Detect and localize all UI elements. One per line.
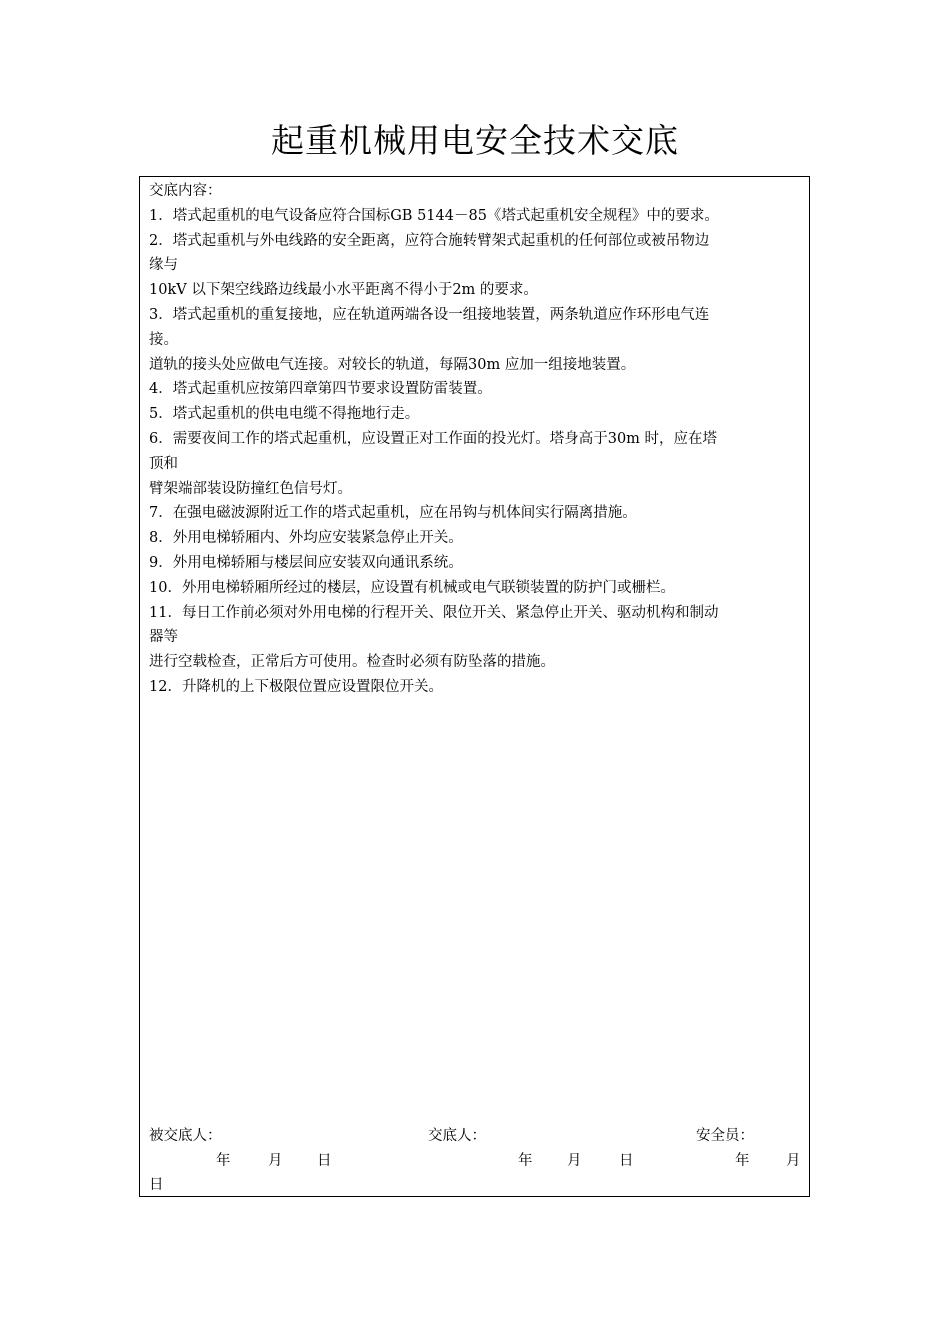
content-line: 臂架端部装设防撞红色信号灯。 bbox=[149, 480, 352, 497]
discloser-date-month: 月 bbox=[567, 1153, 582, 1169]
receiver-date-year: 年 bbox=[216, 1153, 231, 1169]
content-line: 1．塔式起重机的电气设备应符合国标GB 5144－85《塔式起重机安全规程》中的要求。 bbox=[149, 207, 719, 224]
content-line: 9．外用电梯轿厢与楼层间应安装双向通讯系统。 bbox=[149, 554, 463, 571]
safety-date-month: 月 bbox=[786, 1153, 801, 1169]
content-line: 接。 bbox=[149, 331, 178, 348]
content-line: 3．塔式起重机的重复接地，应在轨道两端各设一组接地装置，两条轨道应作环形电气连 bbox=[149, 306, 710, 323]
content-line: 7．在强电磁波源附近工作的塔式起重机，应在吊钩与机体间实行隔离措施。 bbox=[149, 505, 637, 522]
content-line: 10．外用电梯轿厢所经过的楼层，应设置有机械或电气联锁装置的防护门或栅栏。 bbox=[149, 579, 675, 596]
content-line: 进行空载检查，正常后方可使用。检查时必须有防坠落的措施。 bbox=[149, 654, 555, 671]
receiver-date-day: 日 bbox=[317, 1153, 332, 1169]
document-title: 起重机械用电安全技术交底 bbox=[271, 121, 679, 160]
discloser-date-year: 年 bbox=[518, 1153, 533, 1169]
content-line: 顶和 bbox=[149, 455, 178, 472]
content-line: 器等 bbox=[149, 629, 178, 646]
disclosure-table bbox=[139, 176, 810, 1197]
safety-date-year: 年 bbox=[735, 1153, 750, 1169]
disclosure-content bbox=[149, 179, 804, 700]
safety-officer-label: 安全员： bbox=[696, 1128, 754, 1144]
receiver-date-month: 月 bbox=[268, 1153, 283, 1169]
content-line: 12．升降机的上下极限位置应设置限位开关。 bbox=[149, 678, 443, 695]
content-heading: 交底内容： bbox=[149, 183, 222, 199]
content-line: 5．塔式起重机的供电电缆不得拖地行走。 bbox=[149, 406, 420, 423]
receiver-label: 被交底人： bbox=[149, 1128, 222, 1144]
content-line: 6．需要夜间工作的塔式起重机，应设置正对工作面的投光灯。塔身高于30m 时，应在塔 bbox=[149, 430, 718, 447]
content-line: 11．每日工作前必须对外用电梯的行程开关、限位开关、紧急停止开关、驱动机构和制动 bbox=[149, 604, 719, 621]
content-line: 道轨的接头处应做电气连接。对较长的轨道，每隔30m 应加一组接地装置。 bbox=[149, 356, 636, 373]
discloser-date-day: 日 bbox=[619, 1153, 634, 1169]
discloser-label: 交底人： bbox=[428, 1128, 486, 1144]
content-line: 缘与 bbox=[149, 257, 178, 274]
content-line: 2．塔式起重机与外电线路的安全距离，应符合施转臂架式起重机的任何部位或被吊物边 bbox=[149, 232, 710, 249]
content-line: 10kV 以下架空线路边线最小水平距离不得小于2m 的要求。 bbox=[149, 282, 538, 299]
content-line: 8．外用电梯轿厢内、外均应安装紧急停止开关。 bbox=[149, 530, 463, 547]
safety-date-day: 日 bbox=[149, 1177, 164, 1193]
content-line: 4．塔式起重机应按第四章第四节要求设置防雷装置。 bbox=[149, 381, 492, 398]
